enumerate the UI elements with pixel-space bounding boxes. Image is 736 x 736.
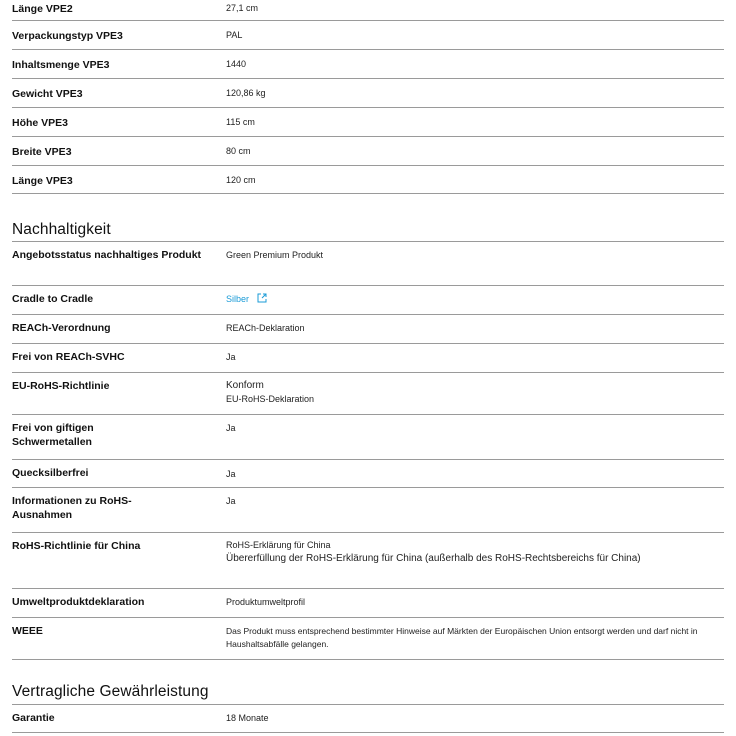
spec-label: Länge VPE3 [12,175,73,187]
spec-value: Ja [226,352,236,362]
section-heading-warranty: Vertragliche Gewährleistung [12,683,209,700]
spec-value: Ja [226,423,236,433]
spec-value [226,293,722,307]
spec-row [12,0,724,21]
spec-value: 18 Monate [226,713,269,723]
eu-rohs-declaration-link[interactable]: EU-RoHS-Deklaration [226,394,315,404]
spec-row [12,706,724,733]
spec-label: REACh-Verordnung [12,322,111,334]
spec-label: Gewicht VPE3 [12,88,83,100]
spec-row [12,243,724,286]
spec-row [12,489,724,533]
spec-label: Angebotsstatus nachhaltiges Produkt [12,249,202,261]
spec-row [12,51,724,79]
section-heading-sustainability: Nachhaltigkeit [12,221,111,238]
rohs-exemptions-link[interactable]: Ja [226,496,236,506]
spec-value: 80 cm [226,146,251,156]
spec-row [12,109,724,137]
spec-label: RoHS-Richtlinie für China [12,540,141,552]
reach-declaration-link[interactable]: REACh-Deklaration [226,323,305,333]
spec-label: Länge VPE2 [12,3,73,15]
spec-label: Frei von giftigen Schwermetallen [12,422,94,448]
spec-label: Inhaltsmenge VPE3 [12,59,110,71]
spec-label: Höhe VPE3 [12,117,69,129]
spec-value: 1440 [226,59,247,69]
spec-row [12,80,724,108]
spec-value: PAL [226,30,243,40]
spec-row [12,534,724,589]
spec-value: 115 cm [226,117,255,127]
spec-value: Das Produkt muss entsprechend bestimmter Hinweise auf Märkten der Europäischen Union entsorgt werden und darf nicht in Haushaltsabfälle gelangen. [226,626,698,649]
spec-value: Übererfüllung der RoHS-Erklärung für China (außerhalb des RoHS-Rechtsbereichs für China) [226,553,641,564]
spec-row [12,374,724,415]
spec-row [12,416,724,460]
spec-row [12,167,724,194]
spec-label: EU-RoHS-Richtlinie [12,380,110,392]
section-divider [12,241,724,242]
spec-label: Garantie [12,712,55,724]
spec-row [12,345,724,373]
cradle-to-cradle-link[interactable]: Silber [226,294,250,304]
spec-label: Quecksilberfrei [12,467,89,479]
spec-value: 27,1 cm [226,3,259,13]
spec-row [12,138,724,166]
rohs-china-declaration-link[interactable]: RoHS-Erklärung für China [226,540,331,550]
spec-value: 120 cm [226,175,256,185]
spec-row [12,619,724,660]
spec-label: Cradle to Cradle [12,293,94,305]
spec-value: Konform [226,380,264,391]
product-environment-profile-link[interactable]: Produktumweltprofil [226,597,306,607]
spec-row [12,461,724,488]
section-divider [12,704,724,705]
spec-label: Frei von REACh-SVHC [12,351,125,363]
spec-value: Ja [226,469,236,479]
spec-label: Umweltproduktdeklaration [12,596,145,608]
external-link-icon[interactable] [257,293,267,307]
spec-row [12,316,724,344]
spec-label: Verpackungstyp VPE3 [12,30,123,42]
spec-row [12,590,724,618]
spec-label: WEEE [12,625,43,637]
spec-row [12,22,724,50]
spec-value: 120,86 kg [226,88,266,98]
spec-label: Breite VPE3 [12,146,72,158]
spec-label: Informationen zu RoHS-Ausnahmen [12,495,132,521]
spec-value: Green Premium Produkt [226,250,324,260]
spec-row [12,287,724,315]
